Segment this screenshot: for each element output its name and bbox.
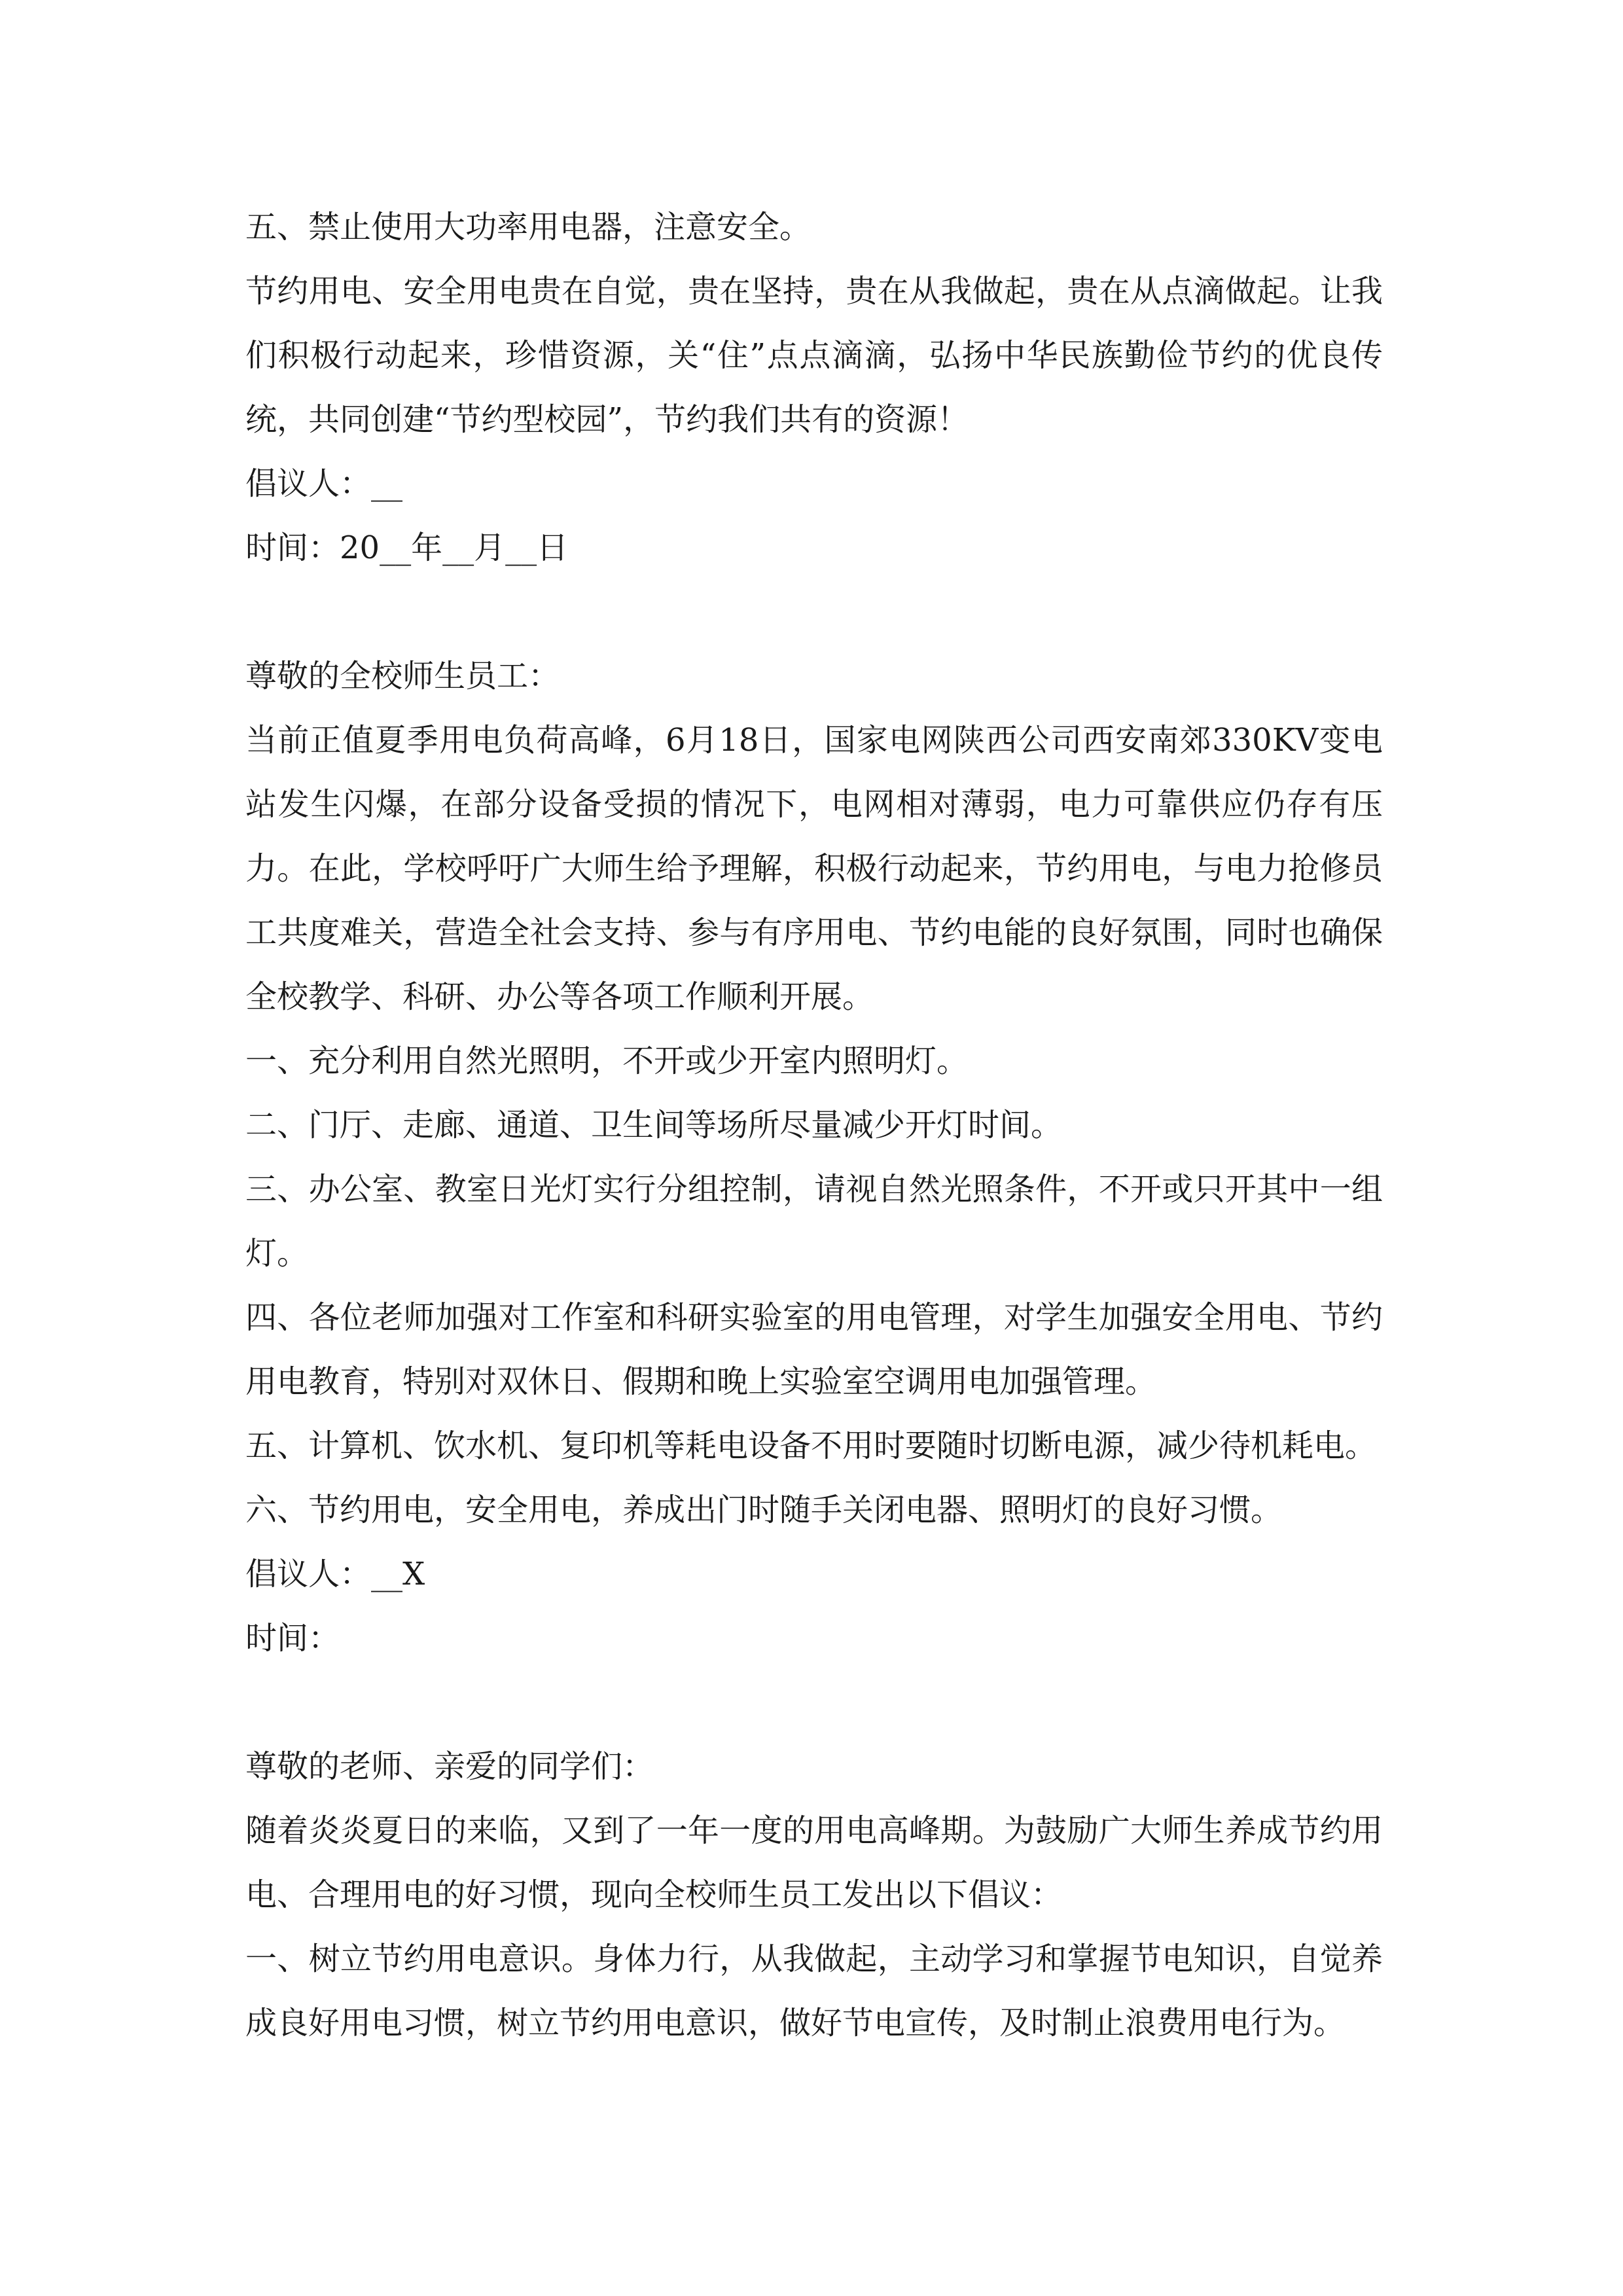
section1-closing-paragraph: 节约用电、安全用电贵在自觉，贵在坚持，贵在从我做起，贵在从点滴做起。让我们积极行动起来，珍惜资源，关“住”点点滴滴，弘扬中华民族勤俭节约的优良传统，共同创建“节约型校园”，节约我们共有的资源！ bbox=[245, 273, 1383, 438]
section2-intro-paragraph: 当前正值夏季用电负荷高峰，6月18日，国家电网陕西公司西安南郊330KV变电站发生闪爆，在部分设备受损的情况下，电网相对薄弱，电力可靠供应仍存有压力。在此，学校呼吁广大师生给予理解，积极行动起来，节约用电，与电力抢修员工共度难关，营造全社会支持、参与有序用电、节约电能的良好氛围，同时也确保全校教学、科研、办公等各项工作顺利开展。 bbox=[245, 722, 1383, 1015]
section3-item-1: 一、树立节约用电意识。身体力行，从我做起，主动学习和掌握节电知识，自觉养成良好用电习惯，树立节约用电意识，做好节电宣传，及时制止浪费用电行为。 bbox=[245, 1941, 1383, 2041]
section2-item-2: 二、门厅、走廊、通道、卫生间等场所尽量减少开灯时间。 bbox=[245, 1107, 1063, 1143]
section1-item-5: 五、禁止使用大功率用电器，注意安全。 bbox=[245, 209, 812, 245]
document-body bbox=[245, 195, 1383, 2055]
section-gap bbox=[245, 1670, 1383, 1734]
section2-item-1: 一、充分利用自然光照明，不开或少开室内照明灯。 bbox=[245, 1043, 969, 1079]
section-gap bbox=[245, 580, 1383, 644]
section2-item-4: 四、各位老师加强对工作室和科研实验室的用电管理，对学生加强安全用电、节约用电教育，特别对双休日、假期和晚上实验室空调用电加强管理。 bbox=[245, 1299, 1383, 1400]
section2-item-3: 三、办公室、教室日光灯实行分组控制，请视自然光照条件，不开或只开其中一组灯。 bbox=[245, 1171, 1383, 1272]
section3-intro-paragraph: 随着炎炎夏日的来临，又到了一年一度的用电高峰期。为鼓励广大师生养成节约用电、合理用电的好习惯，现向全校师生员工发出以下倡议： bbox=[245, 1812, 1383, 1913]
section3-salutation: 尊敬的老师、亲爱的同学们： bbox=[245, 1748, 654, 1785]
section1-proposer: 倡议人：__ bbox=[245, 465, 403, 502]
section2-item-5: 五、计算机、饮水机、复印机等耗电设备不用时要随时切断电源，减少待机耗电。 bbox=[245, 1427, 1377, 1464]
section2-item-6: 六、节约用电，安全用电，养成出门时随手关闭电器、照明灯的良好习惯。 bbox=[245, 1492, 1283, 1528]
section1-date: 时间：20__年__月__日 bbox=[245, 529, 569, 566]
section2-date: 时间： bbox=[245, 1620, 340, 1657]
section2-salutation: 尊敬的全校师生员工： bbox=[245, 658, 560, 694]
section2-proposer: 倡议人：__X bbox=[245, 1556, 425, 1592]
